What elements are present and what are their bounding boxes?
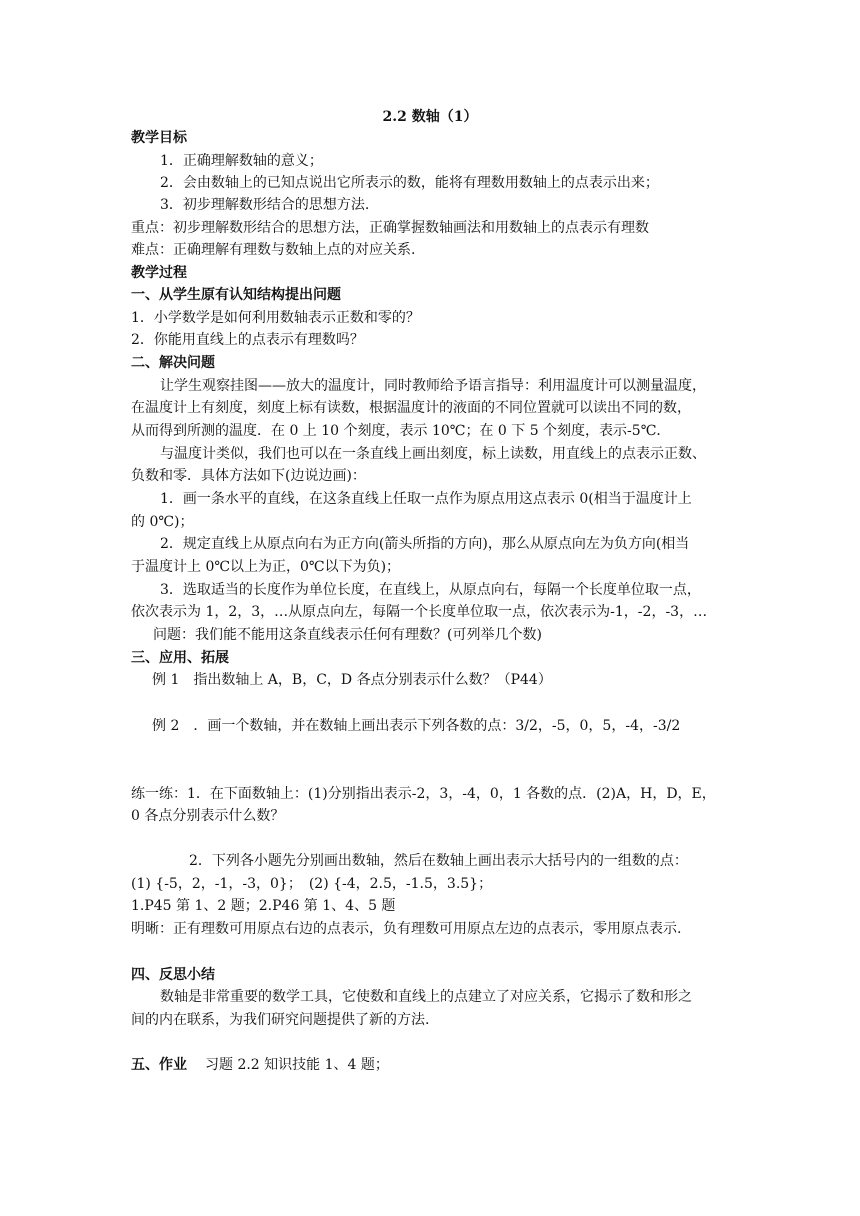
objectives-heading: 教学目标 xyxy=(131,130,187,146)
practice-2-line-2: (1) {-5，2，-1，-3，0}； (2) {-4，2.5，-1.5，3.5}； xyxy=(131,876,493,892)
objective-3: 3．初步理解数形结合的思想方法. xyxy=(160,197,370,213)
section-3-heading: 三、应用、拓展 xyxy=(131,650,229,666)
summary-line-2: 间的内在联系，为我们研究问题提供了新的方法. xyxy=(131,1012,430,1028)
clarification: 明晰：正有理数可用原点右边的点表示，负有理数可用原点左边的点表示，零用原点表示. xyxy=(131,921,682,937)
process-heading: 教学过程 xyxy=(131,265,187,281)
summary-line-1: 数轴是非常重要的数学工具，它使数和直线上的点建立了对应关系，它揭示了数和形之 xyxy=(160,989,692,1005)
step-3-line-2: 依次表示为 1，2，3，…从原点向左，每隔一个长度单位取一点，依次表示为-1，-2，-3，… xyxy=(131,604,708,620)
objective-1: 1．正确理解数轴的意义； xyxy=(160,153,323,169)
section-1-heading: 一、从学生原有认知结构提出问题 xyxy=(131,287,341,303)
step-1-line-1: 1．画一条水平的直线，在这条直线上任取一点作为原点用这点表示 0(相当于温度计上 xyxy=(160,491,692,507)
section-2-para-1-line-1: 让学生观察挂图——放大的温度计，同时教师给予语言指导：利用温度计可以测量温度， xyxy=(160,378,706,394)
example-1: 例 1 指出数轴上 A，B，C，D 各点分别表示什么数？（P44） xyxy=(152,672,552,688)
section-2-para-2-line-1: 与温度计类似，我们也可以在一条直线上画出刻度，标上读数，用直线上的点表示正数、 xyxy=(160,446,706,462)
homework-pages: 1.P45 第 1、2 题；2.P46 第 1、4、5 题 xyxy=(131,898,396,914)
step-3-line-1: 3．选取适当的长度作为单位长度，在直线上，从原点向右，每隔一个长度单位取一点， xyxy=(160,582,701,598)
practice-line-2: 0 各点分别表示什么数？ xyxy=(131,808,285,824)
section-5 xyxy=(131,1055,389,1075)
section-2-para-1-line-3: 从而得到所测的温度．在 0 上 10 个刻度，表示 10℃；在 0 下 5 个刻度，表示-5℃． xyxy=(131,423,671,439)
section-4-heading: 四、反思小结 xyxy=(131,967,215,983)
section-1-question-2: 2．你能用直线上的点表示有理数吗？ xyxy=(131,332,364,348)
objective-2: 2．会由数轴上的已知点说出它所表示的数，能将有理数用数轴上的点表示出来； xyxy=(160,175,659,191)
step-2-line-1: 2．规定直线上从原点向右为正方向(箭头所指的方向)，那么从原点向左为负方向(相当 xyxy=(160,536,690,552)
section-1-question-1: 1．小学数学是如何利用数轴表示正数和零的？ xyxy=(131,310,420,326)
step-1-line-2: 的 0℃)； xyxy=(131,514,194,530)
difficulty: 难点：正确理解有理数与数轴上点的对应关系. xyxy=(131,242,416,258)
document-title: 2.2 数轴（1） xyxy=(382,109,478,125)
step-2-line-2: 于温度计上 0℃以上为正，0℃以下为负)； xyxy=(131,559,401,575)
section-2-heading: 二、解决问题 xyxy=(131,355,215,371)
section-5-heading: 五、作业 xyxy=(131,1057,187,1073)
section-2-para-1-line-2: 在温度计上有刻度，刻度上标有读数，根据温度计的液面的不同位置就可以读出不同的数， xyxy=(131,400,691,416)
section-2-para-2-line-2: 负数和零．具体方法如下(边说边画)： xyxy=(131,468,366,484)
key-point: 重点：初步理解数形结合的思想方法，正确掌握数轴画法和用数轴上的点表示有理数 xyxy=(131,220,649,236)
section-2-question: 问题：我们能不能用这条直线表示任何有理数？(可列举几个数) xyxy=(153,627,542,643)
homework-text: 习题 2.2 知识技能 1、4 题； xyxy=(205,1057,389,1073)
practice-line-1: 练一练：1．在下面数轴上：(1)分别指出表示-2，3，-4，0，1 各数的点．(2)A，H，D，E， xyxy=(131,786,716,802)
practice-2-line-1: 2．下列各小题先分别画出数轴，然后在数轴上画出表示大括号内的一组数的点： xyxy=(189,853,688,869)
example-2: 例 2 ．画一个数轴，并在数轴上画出表示下列各数的点：3/2，-5，0，5，-4，-3/2 xyxy=(152,718,681,734)
